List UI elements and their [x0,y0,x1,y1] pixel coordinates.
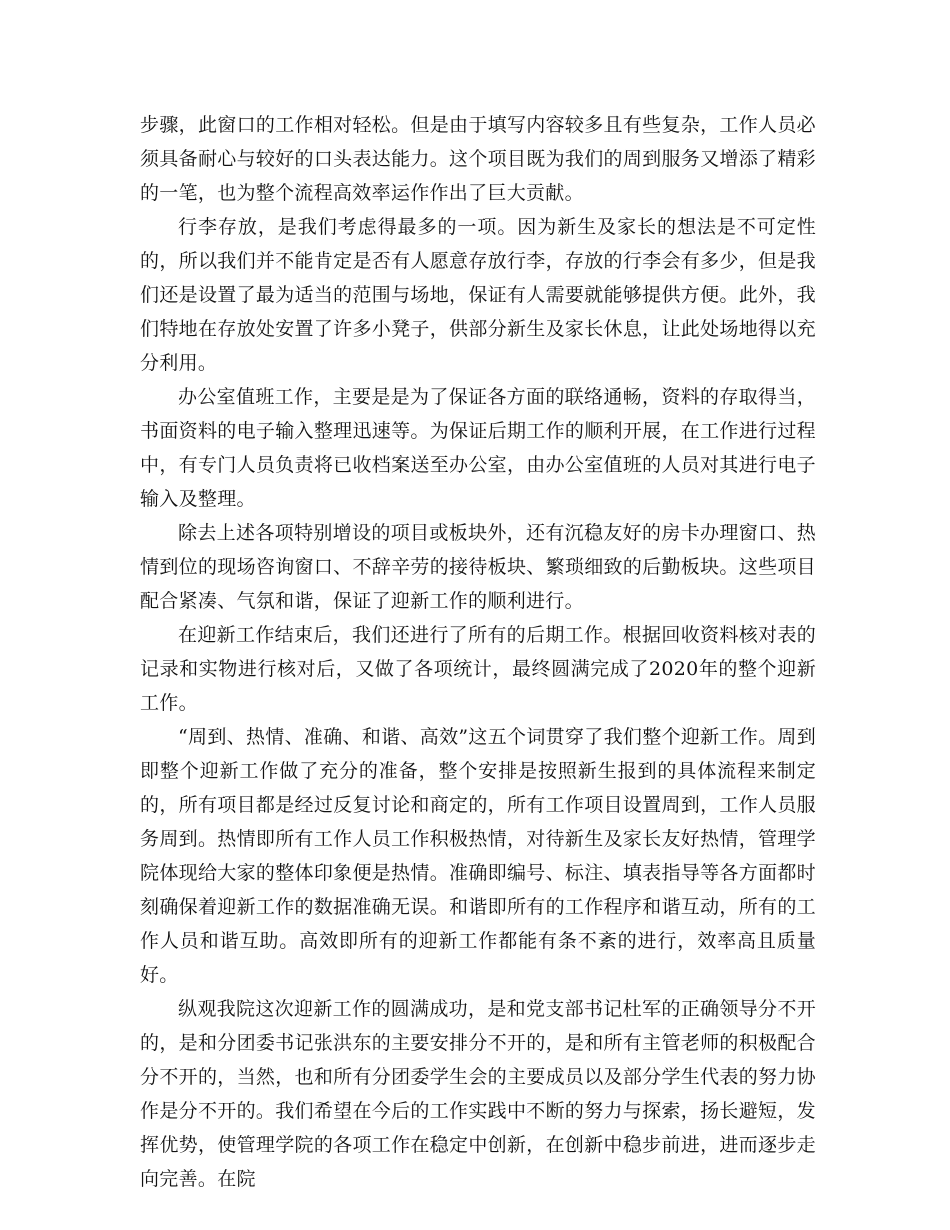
paragraph-7: 纵观我院这次迎新工作的圆满成功，是和党支部书记杜军的正确领导分不开的，是和分团委书记张洪东的主要安排分不开的，是和所有主管老师的积极配合分不开的，当然，也和所有分团委学生会的主要成员以及部分学生代表的努力协作是分不开的。我们希望在今后的工作实践中不断的努力与探索，扬长避短，发挥优势，使管理学院的各项工作在稳定中创新，在创新中稳步前进，进而逐步走向完善。在院 [140,998,816,1190]
paragraph-6: “周到、热情、准确、和谐、高效”这五个词贯穿了我们整个迎新工作。周到即整个迎新工作做了充分的准备，整个安排是按照新生报到的具体流程来制定的，所有项目都是经过反复讨论和商定的，所有工作项目设置周到，工作人员服务周到。热情即所有工作人员工作积极热情，对待新生及家长友好热情，管理学院体现给大家的整体印象便是热情。准确即编号、标注、填表指导等各方面都时刻确保着迎新工作的数据准确无误。和谐即所有的工作程序和谐互动，所有的工作人员和谐互助。高效即所有的迎新工作都能有条不紊的进行，效率高且质量好。 [140,726,816,986]
paragraph-2: 行李存放，是我们考虑得最多的一项。因为新生及家长的想法是不可定性的，所以我们并不能肯定是否有人愿意存放行李，存放的行李会有多少，但是我们还是设置了最为适当的范围与场地，保证有人需要就能够提供方便。此外，我们特地在存放处安置了许多小凳子，供部分新生及家长休息，让此处场地得以充分利用。 [140,216,816,374]
paragraph-5: 在迎新工作结束后，我们还进行了所有的后期工作。根据回收资料核对表的记录和实物进行核对后，又做了各项统计，最终圆满完成了2020年的整个迎新工作。 [140,624,816,714]
paragraph-1: 步骤，此窗口的工作相对轻松。但是由于填写内容较多且有些复杂，工作人员必须具备耐心与较好的口头表达能力。这个项目既为我们的周到服务又增添了精彩的一笔，也为整个流程高效率运作作出了巨大贡献。 [140,114,816,204]
document-body [140,108,816,1196]
paragraph-4: 除去上述各项特别增设的项目或板块外，还有沉稳友好的房卡办理窗口、热情到位的现场咨询窗口、不辞辛劳的接待板块、繁琐细致的后勤板块。这些项目配合紧凑、气氛和谐，保证了迎新工作的顺利进行。 [140,522,816,612]
paragraph-3: 办公室值班工作，主要是是为了保证各方面的联络通畅，资料的存取得当，书面资料的电子输入整理迅速等。为保证后期工作的顺利开展，在工作进行过程中，有专门人员负责将已收档案送至办公室，由办公室值班的人员对其进行电子输入及整理。 [140,386,816,510]
